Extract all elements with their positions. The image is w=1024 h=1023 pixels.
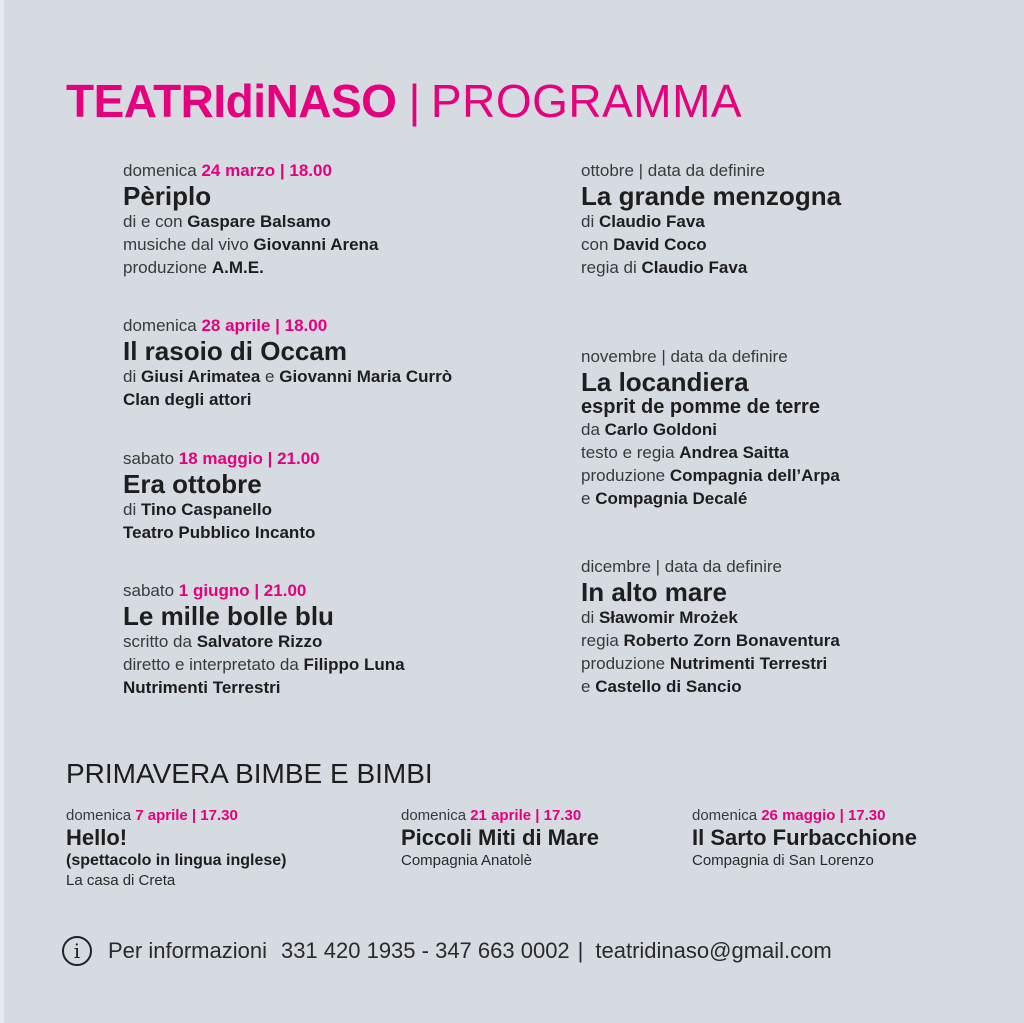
event-weekday: domenica — [123, 316, 197, 335]
event-date: domenica 7 aprile | 17.30 — [66, 807, 238, 824]
event-date-highlight: 18 maggio | 21.00 — [178, 449, 320, 468]
event-credit: musiche dal vivo Giovanni Arena — [123, 235, 379, 254]
event-credit: produzione Compagnia dell’Arpa — [581, 466, 840, 485]
contact-separator: | — [577, 938, 584, 963]
event-credit: regia di Claudio Fava — [581, 258, 748, 277]
event-date-highlight: 28 aprile | 18.00 — [201, 316, 328, 335]
event-credit: scritto da Salvatore Rizzo — [123, 632, 323, 651]
event-date: ottobre | data da definire — [581, 161, 765, 180]
event-la-locandiera — [581, 346, 840, 510]
contact-email[interactable]: teatridinaso@gmail.com — [595, 938, 832, 963]
event-date: domenica 21 aprile | 17.30 — [401, 807, 582, 824]
page-title — [66, 76, 742, 126]
kids-event-il-sarto-furbacchione — [692, 806, 917, 871]
title-subtitle: PROGRAMMA — [430, 75, 743, 127]
event-weekday: domenica — [123, 161, 197, 180]
event-title: Il rasoio di Occam — [123, 336, 347, 366]
event-le-mille-bolle-blu — [123, 580, 405, 699]
event-title: Le mille bolle blu — [123, 601, 334, 631]
event-credit: e Compagnia Decalé — [581, 489, 748, 508]
event-date — [123, 580, 405, 602]
event-credit: di Claudio Fava — [581, 212, 705, 231]
event-credit: Teatro Pubblico Incanto — [123, 523, 316, 542]
event-date — [123, 315, 452, 337]
event-company: Compagnia Anatolè — [401, 852, 532, 869]
event-credit: e Castello di Sancio — [581, 677, 742, 696]
event-date-highlight: 24 marzo | 18.00 — [201, 161, 332, 180]
event-title: Piccoli Miti di Mare — [401, 825, 600, 850]
event-credit: di e con Gaspare Balsamo — [123, 212, 331, 231]
event-company: La casa di Creta — [66, 872, 176, 889]
contact-phones[interactable]: 331 420 1935 - 347 663 0002 — [280, 938, 570, 963]
info-icon: i — [62, 936, 92, 966]
event-credit: di Giusi Arimatea e Giovanni Maria Currò — [123, 367, 453, 386]
event-date: novembre | data da definire — [581, 347, 788, 366]
event-weekday: sabato — [123, 581, 175, 600]
event-company: Compagnia di San Lorenzo — [692, 852, 874, 869]
event-title: La grande menzogna — [581, 181, 842, 211]
event-weekday: sabato — [123, 449, 175, 468]
event-credit: Clan degli attori — [123, 390, 252, 409]
kids-event-hello — [66, 806, 286, 891]
event-credit: regia Roberto Zorn Bonaventura — [581, 631, 840, 650]
event-title: Il Sarto Furbacchione — [692, 825, 917, 850]
event-subtitle: esprit de pomme de terre — [581, 396, 820, 418]
event-in-alto-mare — [581, 556, 840, 698]
event-title: La locandiera — [581, 367, 749, 397]
event-title: Pèriplo — [123, 181, 212, 211]
event-credit: con David Coco — [581, 235, 707, 254]
kids-event-piccoli-miti-di-mare — [401, 806, 599, 871]
event-credit: di Tino Caspanello — [123, 500, 272, 519]
event-il-rasoio-di-occam — [123, 315, 452, 411]
brand-name: TEATRIdiNASO — [66, 75, 397, 127]
event-credit: produzione Nutrimenti Terrestri — [581, 654, 828, 673]
contact-footer — [62, 932, 832, 970]
kids-section-title: PRIMAVERA BIMBE E BIMBI — [66, 758, 433, 789]
event-date — [123, 448, 320, 470]
event-la-grande-menzogna — [581, 160, 841, 279]
event-title: Hello! — [66, 825, 128, 850]
event-title: Era ottobre — [123, 469, 262, 499]
event-credit: diretto e interpretato da Filippo Luna — [123, 655, 405, 674]
event-periplo — [123, 160, 378, 279]
event-era-ottobre — [123, 448, 320, 544]
event-credit: Nutrimenti Terrestri — [123, 678, 281, 697]
event-note: (spettacolo in lingua inglese) — [66, 852, 287, 869]
event-credit: da Carlo Goldoni — [581, 420, 718, 439]
contact-label: Per informazioni — [108, 938, 267, 963]
title-separator: | — [408, 75, 421, 127]
event-date: dicembre | data da definire — [581, 557, 782, 576]
event-title: In alto mare — [581, 577, 727, 607]
event-credit: testo e regia Andrea Saitta — [581, 443, 789, 462]
left-edge-strip — [0, 0, 4, 1023]
event-date: domenica 26 maggio | 17.30 — [692, 807, 886, 824]
event-credit: di Sławomir Mrożek — [581, 608, 738, 627]
event-date-highlight: 1 giugno | 21.00 — [178, 581, 307, 600]
event-date — [123, 160, 378, 182]
event-credit: produzione A.M.E. — [123, 258, 264, 277]
